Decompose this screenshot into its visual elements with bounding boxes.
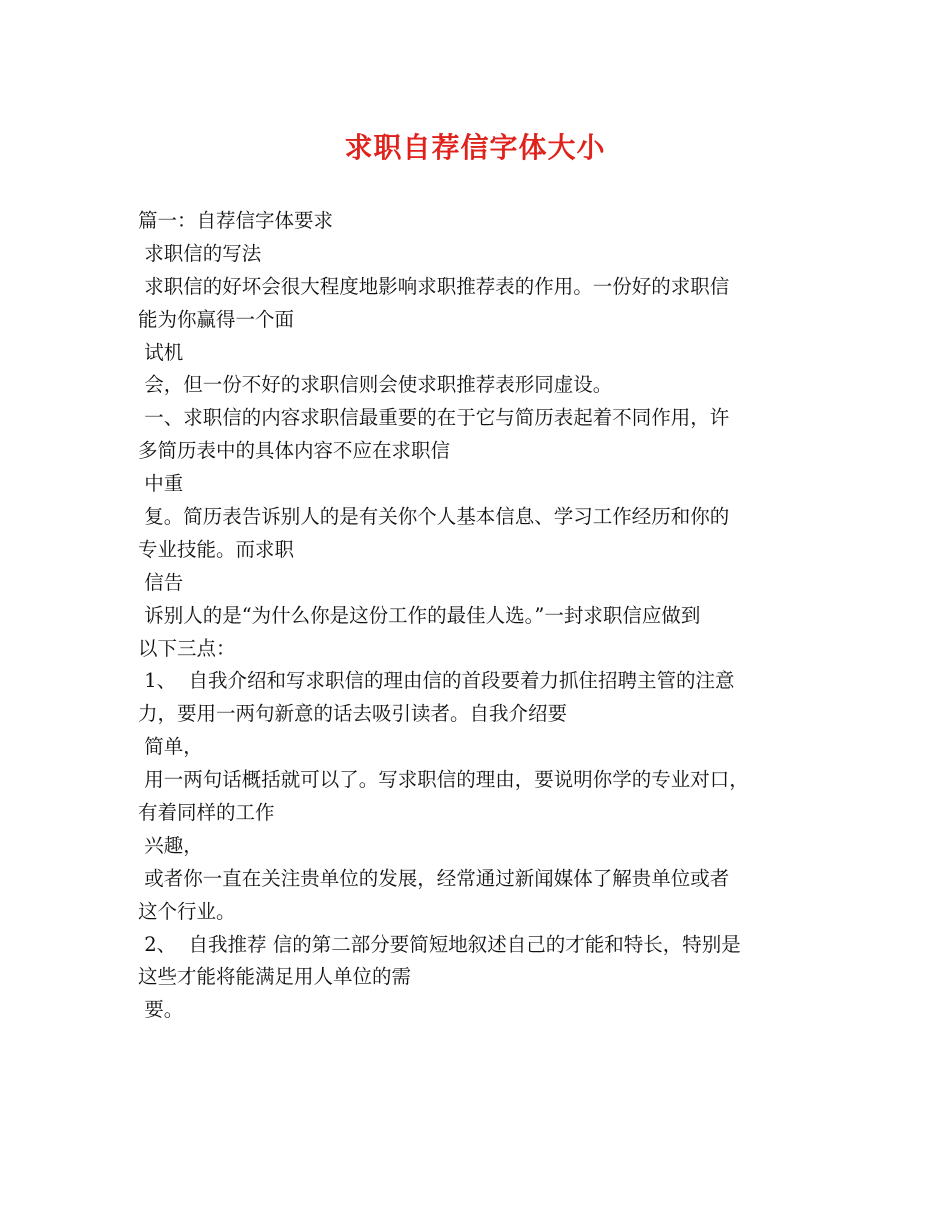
text-line: 专业技能。而求职 [138, 537, 295, 561]
text-line: 信告 [138, 570, 184, 594]
text-line: 篇一：自荐信字体要求 [138, 209, 334, 232]
text-line: 有着同样的工作 [138, 801, 275, 825]
text-line: 用一两句话概括就可以了。写求职信的理由，要说明你学的专业对口， [138, 768, 749, 792]
text-line: 力，要用一两句新意的话去吸引读者。自我介绍要 [138, 702, 568, 726]
document-title: 求职自荐信字体大小 [344, 131, 606, 164]
text-line: 兴趣， [138, 833, 203, 857]
text-line: 这些才能将能满足用人单位的需 [138, 965, 412, 989]
text-line: 求职信的好坏会很大程度地影响求职推荐表的作用。一份好的求职信 [138, 274, 730, 298]
text-line: 多简历表中的具体内容不应在求职信 [138, 439, 451, 463]
text-line: 1、 自我介绍和写求职信的理由信的首段要着力抓住招聘主管的注意 [138, 669, 735, 693]
text-line: 简单， [138, 735, 203, 759]
text-line: 复。简历表告诉别人的是有关你个人基本信息、学习工作经历和你的 [138, 505, 730, 529]
text-line: 2、 自我推荐 信的第二部分要简短地叙述自己的才能和特长，特别是 [138, 932, 741, 956]
text-line: 能为你赢得一个面 [138, 307, 295, 331]
text-line: 这个行业。 [138, 899, 236, 923]
text-line: 或者你一直在关注贵单位的发展，经常通过新闻媒体了解贵单位或者 [138, 866, 730, 890]
text-line: 诉别人的是“为什么你是这份工作的最佳人选。”一封求职信应做到 [138, 603, 701, 627]
text-line: 试机 [138, 340, 184, 364]
text-line: 中重 [138, 472, 184, 496]
text-line: 以下三点： [138, 636, 236, 660]
text-line: 会，但一份不好的求职信则会使求职推荐表形同虚设。 [138, 373, 613, 397]
text-line: 求职信的写法 [138, 241, 262, 265]
document-body [138, 205, 828, 1027]
text-line: 要。 [138, 998, 184, 1022]
text-line: 一、求职信的内容求职信最重要的在于它与简历表起着不同作用，许 [138, 406, 730, 430]
